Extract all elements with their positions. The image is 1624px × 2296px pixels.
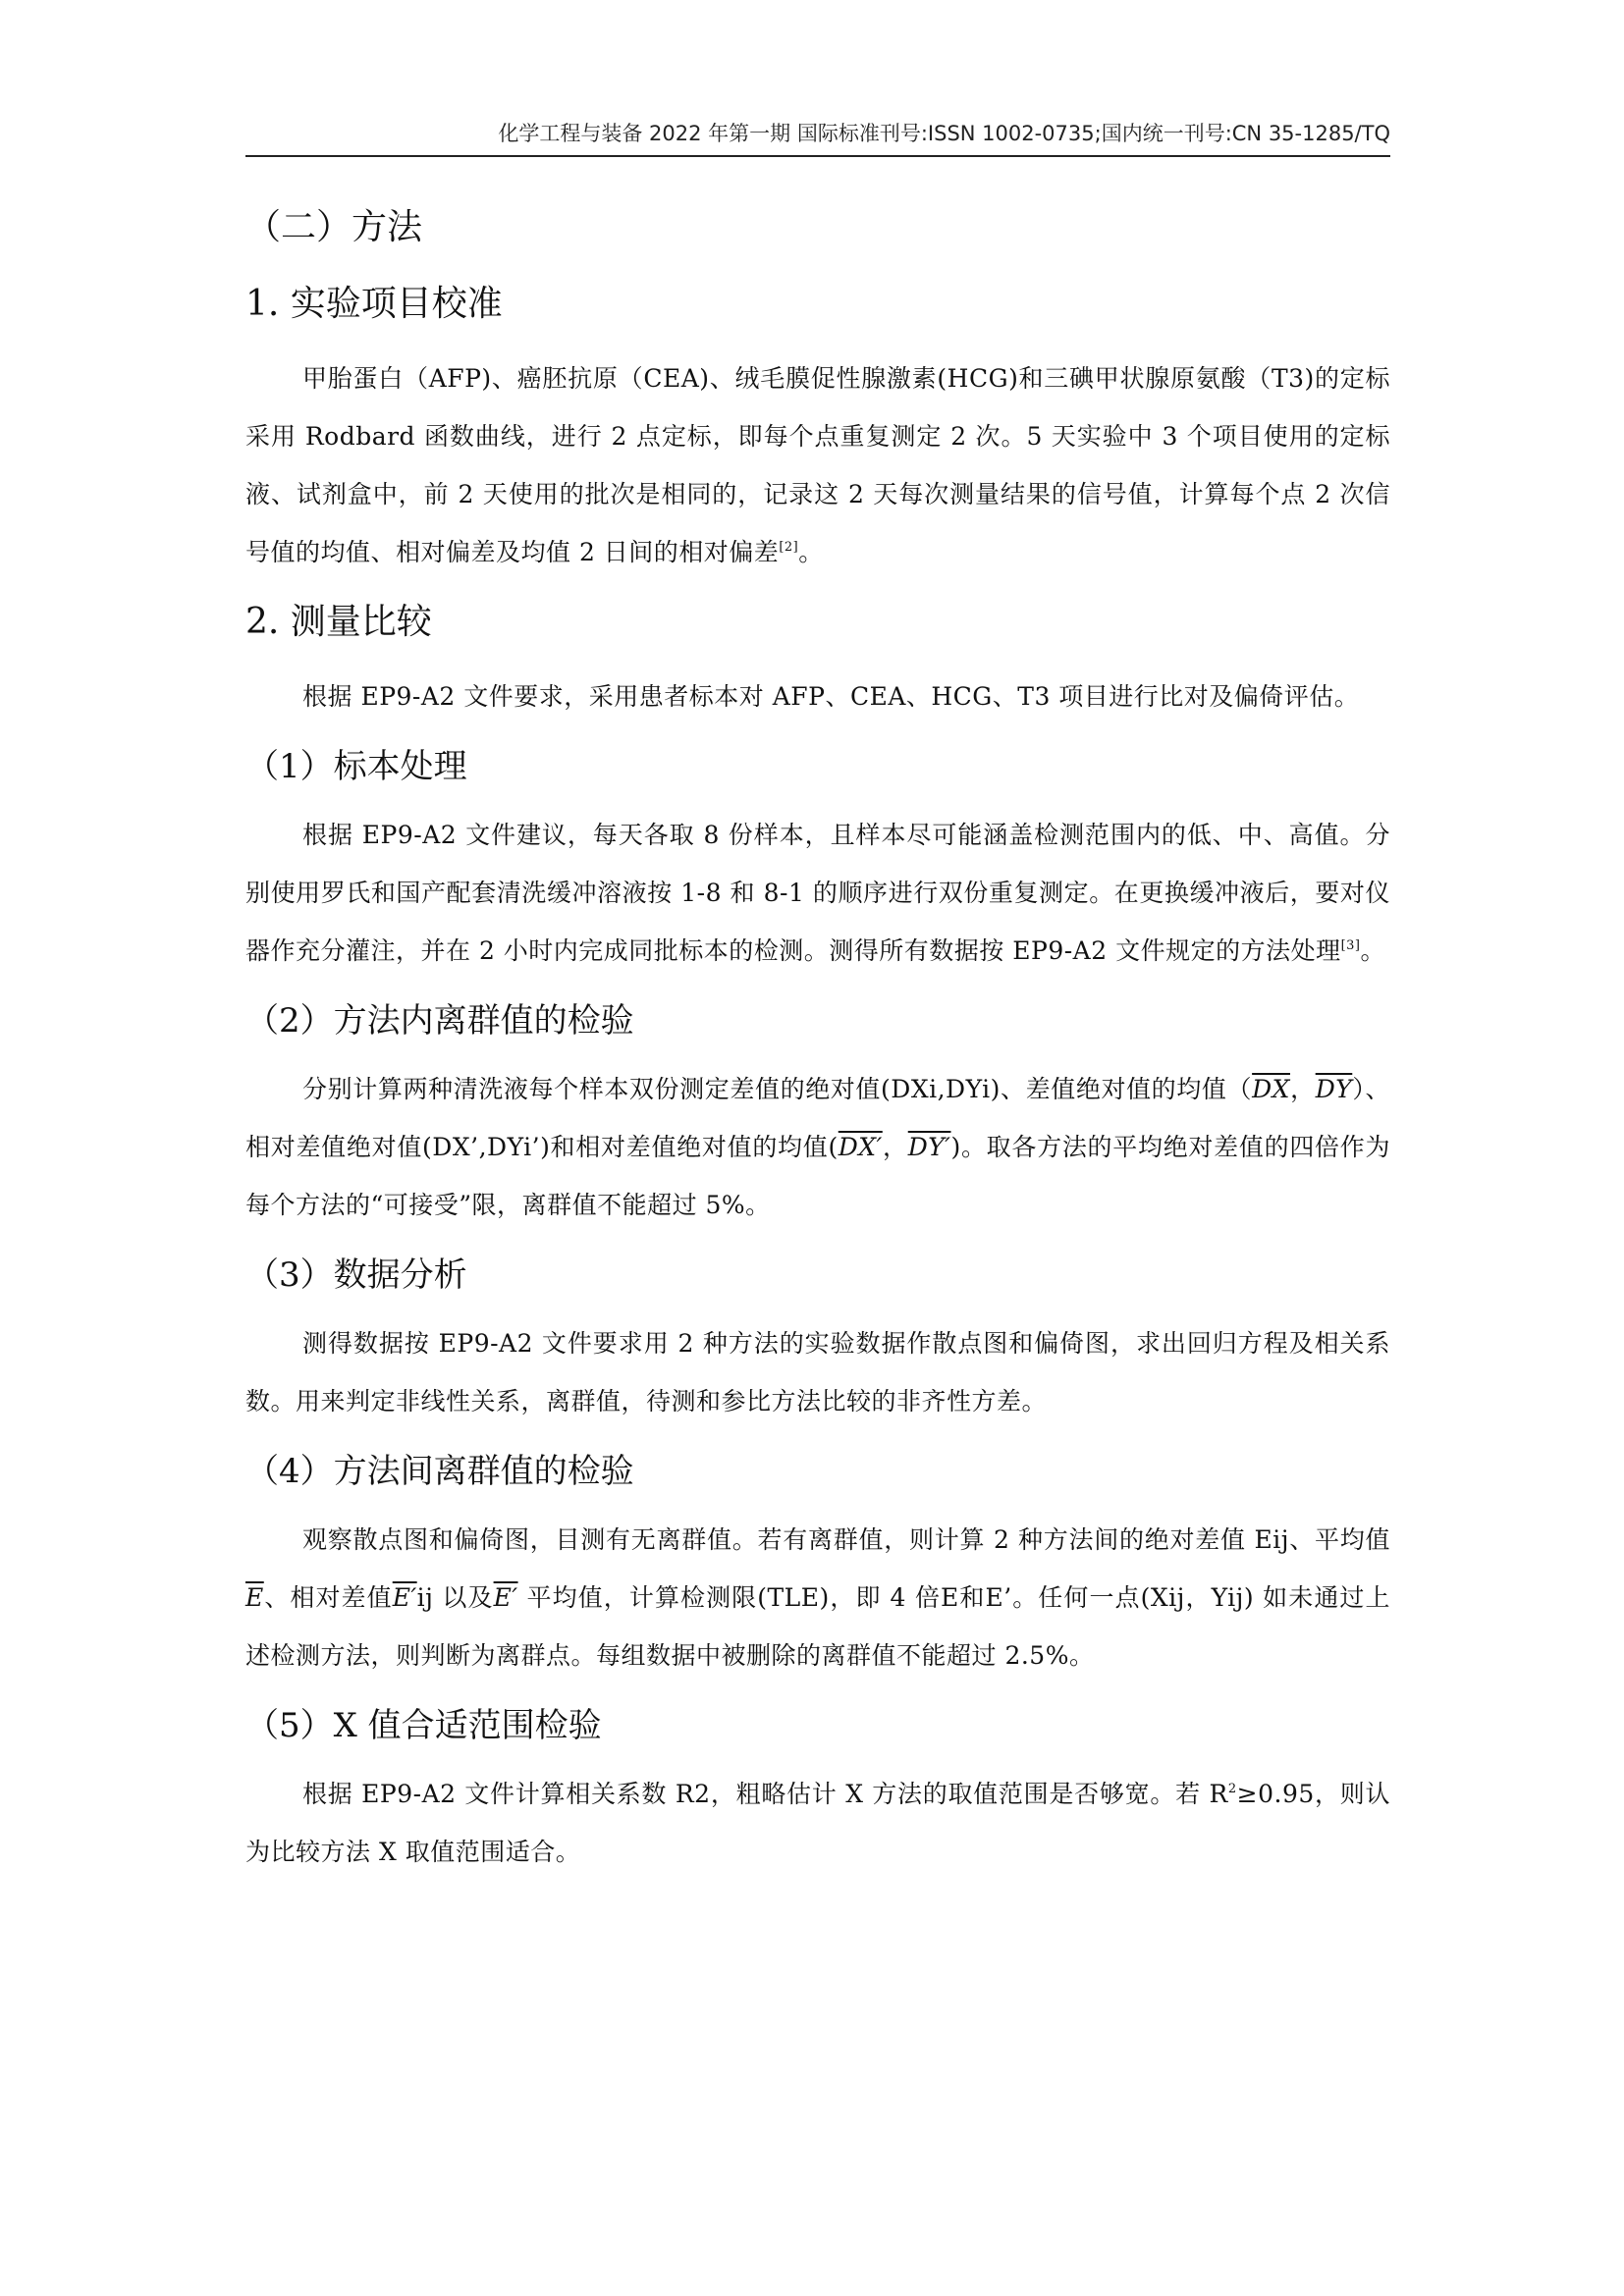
data-analysis-paragraph: 测得数据按 EP9-A2 文件要求用 2 种方法的实验数据作散点图和偏倚图，求出回归方程及相关系数。用来判定非线性关系，离群值，待测和参比方法比较的非齐性方差。 [245, 1329, 1390, 1415]
citation-ref-2: [2] [779, 540, 799, 555]
between-outlier-paragraph [245, 1511, 1390, 1684]
between-outlier-text-b: 、相对差值 [263, 1583, 393, 1612]
separator-1: ， [1289, 1075, 1316, 1103]
between-outlier-text-d: 平均值，计算检测限(TLE)，即 4 倍E和E’。任何一点(Xij，Yij) 如未通过上述检测方法，则判断为离群点。每组数据中被删除的离群值不能超过 2.5%。 [245, 1583, 1390, 1670]
mean-dy-prime-symbol: DY′ [907, 1133, 951, 1161]
x-range-text-b: ≥0.95，则认为比较方法 X 取值范围适合。 [245, 1780, 1390, 1866]
running-header [245, 116, 1390, 157]
within-outlier-text-c: )。取各方法的平均绝对差值的四倍作为每个方法的“可接受”限，离群值不能超过 5%。 [245, 1133, 1390, 1219]
between-outlier-text-a: 观察散点图和偏倚图，目测有无离群值。若有离群值，则计算 2 种方法间的绝对差值 Eij、平均值 [302, 1525, 1390, 1554]
calibration-end: 。 [798, 538, 824, 566]
between-outlier-text-c: ij 以及 [416, 1583, 494, 1612]
article-body [245, 196, 1390, 1891]
x-range-paragraph [245, 1765, 1390, 1881]
mean-e-symbol: $\overline{E}$ [245, 1583, 264, 1612]
relative-e-symbol: E′ [392, 1583, 417, 1612]
section-heading-calibration: 1. 实验项目校准 [245, 284, 503, 324]
sample-paragraph [245, 806, 1390, 980]
r-squared-superscript: 2 [1227, 1782, 1237, 1796]
mean-dx-prime-symbol: DX′ [838, 1133, 883, 1161]
sample-text: 根据 EP9-A2 文件建议，每天各取 8 份样本，且样本尽可能涵盖检测范围内的低、中、高值。分别使用罗氏和国产配套清洗缓冲溶液按 1-8 和 8-1 的顺序进行双份重复测定。在更换缓冲液后，要对仪器作充分灌注，并在 2 小时内完成同批标本的检测。测得所有数据按 EP9-A2 文件规定的方法处理 [245, 821, 1390, 965]
subsection-heading-data-analysis: （3）数据分析 [245, 1255, 467, 1295]
within-outlier-paragraph [245, 1060, 1390, 1234]
subsection-heading-between-outlier: （4）方法间离群值的检验 [245, 1452, 634, 1491]
calibration-text: 甲胎蛋白（AFP)、癌胚抗原（CEA)、绒毛膜促性腺激素(HCG)和三碘甲状腺原氨酸（T3)的定标采用 Rodbard 函数曲线，进行 2 点定标，即每个点重复测定 2 次。5 天实验中 3 个项目使用的定标液、试剂盒中，前 2 天使用的批次是相同的，记录这 2 天每次测量结果的信号值，计算每个点 2 次信号值的均值、相对偏差及均值 2 日间的相对偏差 [245, 364, 1390, 566]
subsection-heading-within-outlier: （2）方法内离群值的检验 [245, 1001, 634, 1041]
comparison-paragraph: 根据 EP9-A2 文件要求，采用患者标本对 AFP、CEA、HCG、T3 项目进行比对及偏倚评估。 [302, 682, 1360, 711]
mean-e-prime-symbol: E′ [493, 1583, 518, 1612]
separator-2: ， [882, 1133, 908, 1161]
subsection-heading-sample: （1）标本处理 [245, 747, 467, 786]
section-heading-comparison: 2. 测量比较 [245, 602, 432, 642]
mean-dx-symbol: $\overline{DX}$ [1252, 1075, 1290, 1103]
sample-end: 。 [1360, 936, 1386, 965]
within-outlier-text-b: ）、相对差值绝对值(DX’,DYi’)和相对差值绝对值的均值( [245, 1075, 1390, 1161]
calibration-paragraph [245, 349, 1390, 581]
x-range-text-a: 根据 EP9-A2 文件计算相关系数 R2，粗略估计 X 方法的取值范围是否够宽。若 R [302, 1780, 1228, 1808]
journal-header-text: 化学工程与装备 2022 年第一期 国际标准刊号:ISSN 1002-0735;国内统一刊号:CN 35-1285/TQ [498, 122, 1390, 145]
citation-ref-3: [3] [1340, 938, 1361, 953]
mean-dy-symbol: $\overline{DY}$ [1315, 1075, 1353, 1103]
subsection-heading-x-range: （5）X 值合适范围检验 [245, 1706, 602, 1745]
section-heading-method: （二）方法 [245, 207, 423, 247]
within-outlier-text-a: 分别计算两种清洗液每个样本双份测定差值的绝对值(DXi,DYi)、差值绝对值的均值（ [302, 1075, 1253, 1103]
